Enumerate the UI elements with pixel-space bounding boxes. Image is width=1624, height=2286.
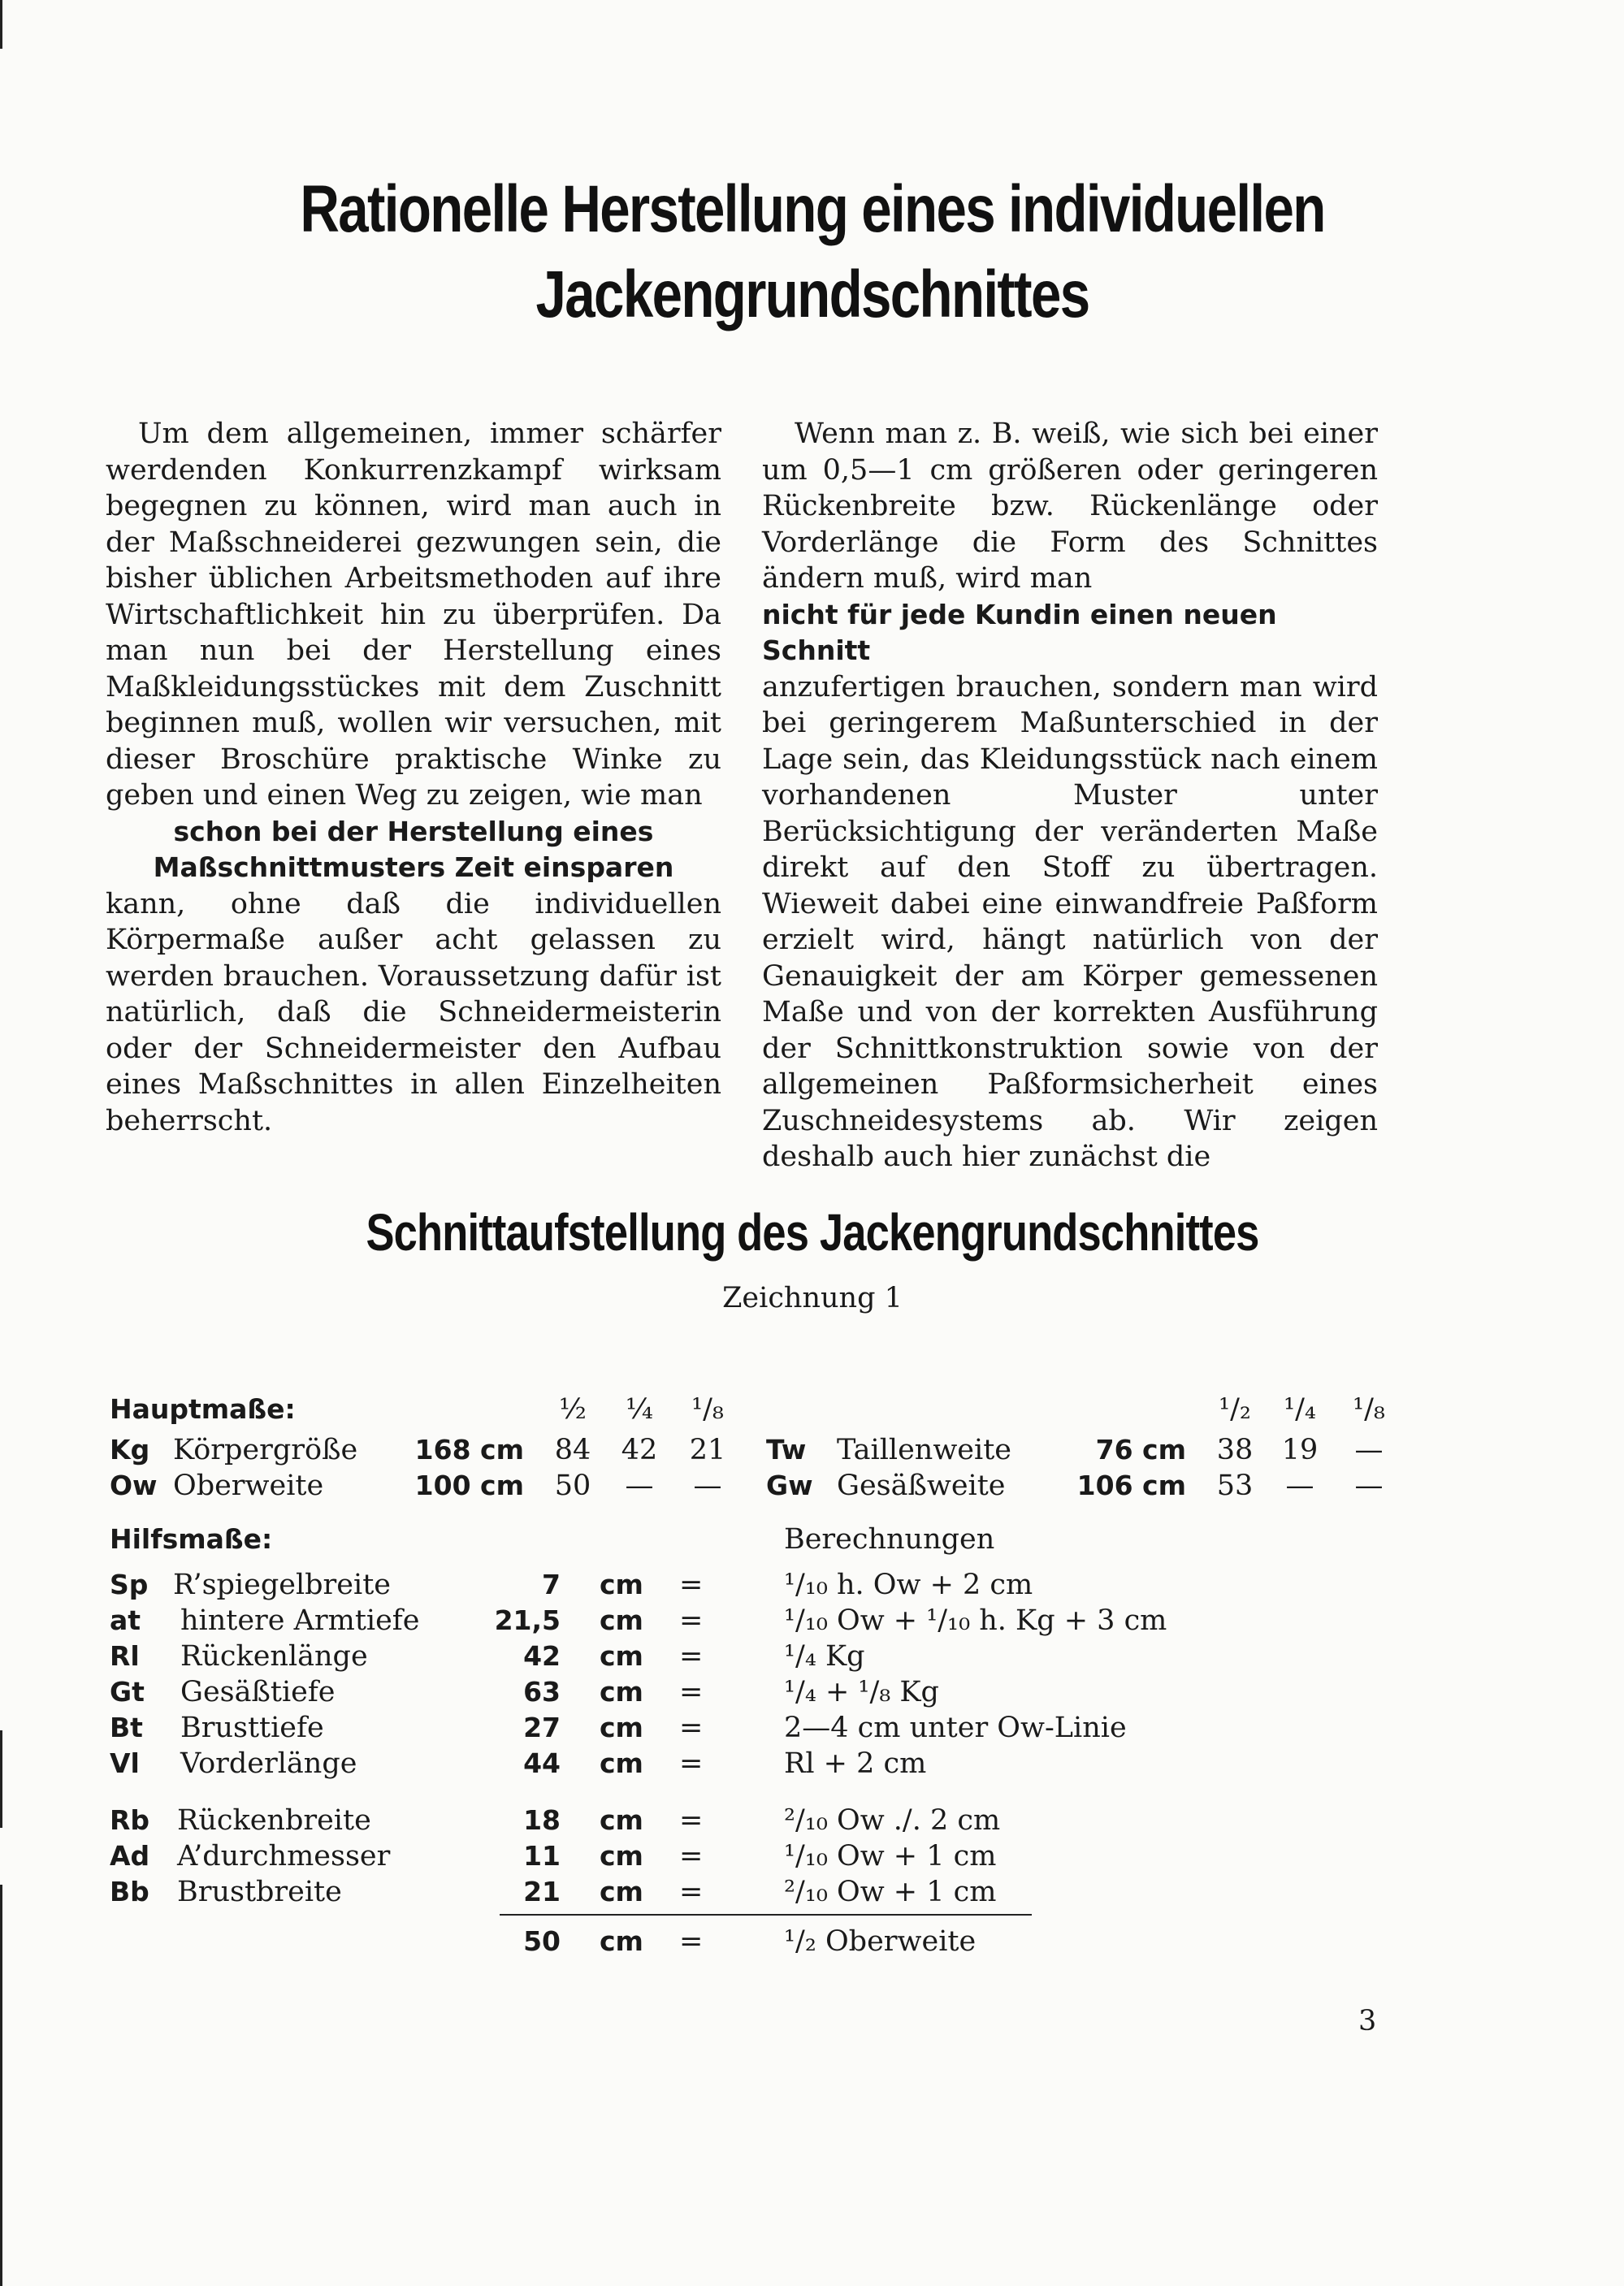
measure-abbr: Ow <box>110 1470 158 1501</box>
aux-equals: = <box>679 1604 704 1637</box>
fraction-header: ¼ <box>626 1393 653 1426</box>
aux-name: Brusttiefe <box>180 1712 324 1744</box>
calculations-heading: Berechnungen <box>784 1523 995 1556</box>
aux-unit: cm <box>600 1569 643 1600</box>
aux-name: Brustbreite <box>177 1876 342 1908</box>
aux-calculation: ²/₁₀ Ow ./. 2 cm <box>784 1804 1001 1837</box>
auxiliary-measurements-heading: Hilfsmaße: <box>110 1523 273 1555</box>
fraction-header: ¹/₂ <box>1219 1393 1251 1426</box>
aux-abbr: Bb <box>110 1876 149 1907</box>
measure-half: 38 <box>1216 1434 1254 1466</box>
total-equals: = <box>679 1925 704 1958</box>
aux-name: Rückenlänge <box>180 1640 368 1673</box>
aux-equals: = <box>679 1676 704 1708</box>
aux-abbr: Rl <box>110 1640 140 1672</box>
title-line-1: Rationelle Herstellung eines individuellen <box>300 172 1325 246</box>
aux-value: 7 <box>542 1569 561 1600</box>
aux-calculation: ¹/₄ + ¹/₈ Kg <box>784 1676 939 1708</box>
scan-edge-mark <box>0 0 2 49</box>
measure-name: Taillenweite <box>837 1434 1011 1466</box>
measure-half: 53 <box>1216 1470 1254 1502</box>
aux-calculation: ¹/₁₀ h. Ow + 2 cm <box>784 1569 1033 1601</box>
right-paragraph-2: anzufertigen brauchen, sondern man wird bei geringerem Maßunterschied in der Lage sein, das Kleidungsstück nach einem vorhandenen Muster unter Berücksichtigung der veränderten Maße direkt auf den Stoff zu übertragen. Wieweit dabei eine einwandfreie Paßform erzielt wird, hängt natürlich von der Genauigkeit der am Körper gemessenen Maße und von der korrekten Ausführung der Schnittkonstruktion sowie von der allgemeinen Paßformsicherheit eines Zuschneidesystems ab. Wir zeigen deshalb auch hier zunächst die <box>762 670 1378 1173</box>
sum-rule <box>500 1914 1032 1916</box>
aux-abbr: Vl <box>110 1747 140 1779</box>
measure-quarter: 19 <box>1281 1434 1319 1466</box>
aux-abbr: Rb <box>110 1804 150 1836</box>
aux-value: 42 <box>523 1640 561 1672</box>
measure-quarter: — <box>1285 1470 1314 1502</box>
measure-eighth: — <box>1354 1434 1384 1466</box>
aux-unit: cm <box>600 1840 643 1872</box>
aux-calculation: ¹/₁₀ Ow + 1 cm <box>784 1840 997 1873</box>
aux-unit: cm <box>600 1804 643 1836</box>
measure-value: 76 cm <box>1095 1434 1186 1466</box>
aux-calculation: 2—4 cm unter Ow-Linie <box>784 1712 1127 1744</box>
left-emphasis-2: Maßschnittmusters Zeit einsparen <box>153 851 674 883</box>
aux-equals: = <box>679 1712 704 1744</box>
main-measurements-heading: Hauptmaße: <box>110 1393 296 1425</box>
aux-unit: cm <box>600 1604 643 1636</box>
aux-equals: = <box>679 1840 704 1873</box>
aux-value: 63 <box>523 1676 561 1708</box>
measure-name: Gesäßweite <box>837 1470 1006 1502</box>
aux-equals: = <box>679 1876 704 1908</box>
measure-quarter: 42 <box>621 1434 658 1466</box>
aux-name: Vorderlänge <box>180 1747 357 1780</box>
title-line-2: Jackengrundschnittes <box>535 258 1089 331</box>
measure-eighth: 21 <box>689 1434 726 1466</box>
measure-value: 168 cm <box>414 1434 524 1466</box>
aux-abbr: Ad <box>110 1840 150 1872</box>
measure-eighth: — <box>1354 1470 1384 1502</box>
measure-name: Oberweite <box>173 1470 324 1502</box>
aux-value: 27 <box>523 1712 561 1743</box>
aux-equals: = <box>679 1747 704 1780</box>
measure-abbr: Kg <box>110 1434 150 1466</box>
scan-edge-mark <box>0 1885 2 2286</box>
aux-name: hintere Armtiefe <box>180 1604 420 1637</box>
left-emphasis-1: schon bei der Herstellung eines <box>173 815 654 847</box>
right-emphasis: nicht für jede Kundin einen neuen Schnitt <box>762 598 1277 666</box>
aux-value: 21,5 <box>494 1604 561 1636</box>
aux-unit: cm <box>600 1676 643 1708</box>
measure-eighth: — <box>693 1470 722 1502</box>
aux-equals: = <box>679 1804 704 1837</box>
aux-equals: = <box>679 1569 704 1601</box>
measure-value: 106 cm <box>1076 1470 1186 1501</box>
aux-value: 11 <box>523 1840 561 1872</box>
aux-abbr: Sp <box>110 1569 149 1600</box>
aux-name: Rückenbreite <box>177 1804 371 1837</box>
fraction-header: ½ <box>559 1393 587 1426</box>
aux-name: Gesäßtiefe <box>180 1676 336 1708</box>
aux-unit: cm <box>600 1712 643 1743</box>
aux-unit: cm <box>600 1747 643 1779</box>
aux-value: 18 <box>523 1804 561 1836</box>
total-calculation: ¹/₂ Oberweite <box>784 1925 977 1958</box>
measure-abbr: Tw <box>766 1434 807 1466</box>
aux-value: 21 <box>523 1876 561 1907</box>
left-paragraph-1: Um dem allgemeinen, immer schärfer werdenden Konkurrenzkampf wirksam begegnen zu können, wird man auch in der Maßschneiderei gezwungen sein, die bisher üblichen Arbeitsmethoden auf ihre Wirtschaftlichkeit hin zu überprüfen. Da man nun bei der Herstellung eines Maßkleidungsstückes mit dem Zuschnitt beginnen muß, wollen wir versuchen, mit dieser Broschüre praktische Winke zu geben und einen Weg zu zeigen, wie man <box>106 418 721 812</box>
fraction-header: ¹/₄ <box>1284 1393 1316 1426</box>
aux-name: R’spiegelbreite <box>173 1569 391 1601</box>
scan-edge-mark <box>0 1730 2 1828</box>
aux-abbr: Gt <box>110 1676 145 1708</box>
left-column <box>106 416 721 1139</box>
right-paragraph-1: Wenn man z. B. weiß, wie sich bei einer um 0,5—1 cm größeren oder geringeren Rückenbreite bzw. Rückenlänge oder Vorderlänge die Form des Schnittes ändern muß, wird man <box>762 418 1378 595</box>
measure-value: 100 cm <box>414 1470 524 1501</box>
aux-abbr: at <box>110 1604 141 1636</box>
figure-caption: Zeichnung 1 <box>722 1282 903 1314</box>
fraction-header: ¹/₈ <box>691 1393 724 1426</box>
fraction-header: ¹/₈ <box>1353 1393 1385 1426</box>
left-paragraph-2: kann, ohne daß die individuellen Körpermaße außer acht gelassen zu werden brauchen. Voraussetzung dafür ist natürlich, daß die Schneidermeisterin oder der Schneidermeister den Aufbau eines Maßschnittes in allen Einzelheiten beherrscht. <box>106 887 721 1137</box>
aux-calculation: ¹/₁₀ Ow + ¹/₁₀ h. Kg + 3 cm <box>784 1604 1167 1637</box>
total-unit: cm <box>600 1925 643 1957</box>
total-value: 50 <box>523 1925 561 1957</box>
aux-abbr: Bt <box>110 1712 143 1743</box>
right-column <box>762 416 1378 1175</box>
aux-calculation: ²/₁₀ Ow + 1 cm <box>784 1876 997 1908</box>
measure-name: Körpergröße <box>173 1434 358 1466</box>
measure-quarter: — <box>625 1470 654 1502</box>
measure-half: 50 <box>554 1470 591 1502</box>
aux-equals: = <box>679 1640 704 1673</box>
section-title: Schnittaufstellung des Jackengrundschnittes <box>366 1203 1259 1262</box>
page-number: 3 <box>1358 2005 1377 2037</box>
measure-abbr: Gw <box>766 1470 813 1501</box>
measure-half: 84 <box>554 1434 591 1466</box>
aux-calculation: ¹/₄ Kg <box>784 1640 865 1673</box>
aux-calculation: Rl + 2 cm <box>784 1747 927 1780</box>
aux-unit: cm <box>600 1640 643 1672</box>
aux-name: A’durchmesser <box>177 1840 391 1873</box>
page-title <box>226 167 1398 337</box>
aux-value: 44 <box>523 1747 561 1779</box>
aux-unit: cm <box>600 1876 643 1907</box>
